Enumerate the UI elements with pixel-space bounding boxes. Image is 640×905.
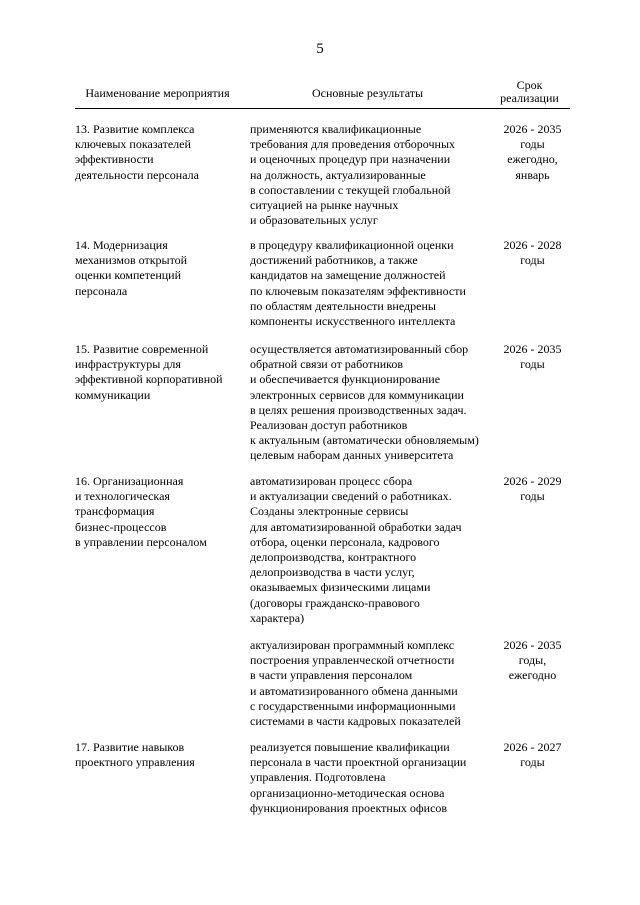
activity-results-line: к актуальным (автоматически обновляемым) (250, 433, 479, 448)
activity-results-line: с государственными информационными (250, 698, 456, 713)
activity-results-line: Реализован доступ работников (250, 418, 408, 433)
activity-results-line: реализуется повышение квалификации (250, 740, 450, 754)
activity-term-line: ежегодно, (507, 152, 558, 167)
activity-name-line: 14. Модернизация (75, 238, 168, 252)
activity-name (75, 740, 240, 770)
page-number: 5 (316, 41, 324, 57)
activity-term (495, 638, 570, 684)
activity-term (495, 238, 570, 268)
activity-results-line: и автоматизированного обмена данными (250, 683, 458, 698)
header-divider (75, 108, 570, 109)
activity-results-line: в целях решения производственных задач. (250, 402, 467, 417)
activity-term-line: 2026 - 2029 (503, 474, 562, 488)
activity-term (495, 342, 570, 372)
activity-term-line: 2026 - 2035 (503, 342, 562, 356)
activity-results-line: оказываемых физическими лицами (250, 580, 431, 595)
activity-results-line: по ключевым показателям эффективности (250, 283, 466, 298)
header-term-line: Срок (516, 78, 543, 92)
activity-results-line: управления. Подготовлена (250, 770, 386, 785)
activity-term-line: годы (520, 489, 545, 504)
activity-results-line: (договоры гражданско-правового (250, 595, 420, 610)
activity-name-line: персонала (75, 283, 128, 298)
activity-results-line: электронных сервисов для коммуникации (250, 387, 464, 402)
activity-results-line: обратной связи от работников (250, 357, 404, 372)
activity-name (75, 342, 240, 403)
activity-name-line: эффективной корпоративной (75, 372, 223, 387)
activity-name-line: 17. Развитие навыков (75, 740, 185, 754)
activity-term-line: годы (520, 137, 545, 152)
activity-name-line: 16. Организационная (75, 474, 184, 488)
activity-results-line: системами в части кадровых показателей (250, 714, 461, 729)
activity-term (495, 740, 570, 770)
activity-term-line: ежегодно (508, 668, 557, 683)
activity-results-line: и образовательных услуг (250, 213, 378, 228)
activity-name (75, 238, 240, 299)
activity-term-line: 2026 - 2027 (503, 740, 562, 754)
activity-results-line: Созданы электронные сервисы (250, 504, 409, 519)
activity-results-line: целевым наборам данных университета (250, 448, 454, 463)
activity-results-line: по областям деятельности внедрены (250, 298, 436, 313)
activity-results-line: функционирования проектных офисов (250, 800, 448, 815)
activity-results-line: ситуацией на рынке научных (250, 198, 399, 213)
activity-name-line: трансформация (75, 504, 155, 519)
activity-results-line: автоматизирован процесс сбора (250, 474, 413, 488)
activity-results (250, 638, 495, 729)
activity-name (75, 122, 240, 183)
activity-name-line: 15. Развитие современной (75, 342, 209, 356)
activity-name-line: проектного управления (75, 755, 195, 770)
activity-results-line: и актуализации сведений о работниках. (250, 489, 452, 504)
activity-results-line: в части управления персоналом (250, 668, 413, 683)
activity-term-line: 2026 - 2035 (503, 638, 562, 652)
activity-results-line: в процедуру квалификационной оценки (250, 238, 454, 252)
activity-name-line: в управлении персоналом (75, 534, 207, 549)
activity-results-line: на должность, актуализированные (250, 167, 426, 182)
activity-results-line: актуализирован программный комплекс (250, 638, 455, 652)
activity-results (250, 342, 495, 464)
activity-term-line: январь (515, 167, 550, 182)
activity-name-line: механизмов открытой (75, 253, 188, 268)
activity-results (250, 122, 495, 228)
activity-term-line: годы (520, 253, 545, 268)
activity-name-line: коммуникации (75, 387, 151, 402)
activity-name-line: ключевых показателей (75, 137, 191, 152)
header-name: Наименование мероприятия (85, 86, 230, 100)
activity-results-line: применяются квалификационные (250, 122, 422, 136)
activity-results (250, 474, 495, 626)
table-header (75, 77, 570, 108)
activity-name-line: 13. Развитие комплекса (75, 122, 195, 136)
activity-results-line: для автоматизированной обработки задач (250, 519, 462, 534)
activity-term-line: 2026 - 2035 (503, 122, 562, 136)
header-term-line: реализации (500, 91, 559, 105)
activity-results-line: делопроизводства, контрактного (250, 550, 417, 565)
activity-results-line: достижений работников, а также (250, 253, 418, 268)
activity-results-line: построения управленческой отчетности (250, 653, 455, 668)
activity-results (250, 740, 495, 816)
activity-name-line: бизнес-процессов (75, 519, 167, 534)
activity-results-line: осуществляется автоматизированный сбор (250, 342, 469, 356)
activity-term-line: годы, (518, 653, 547, 668)
header-term (489, 79, 570, 105)
activity-results-line: компоненты искусственного интеллекта (250, 314, 456, 329)
activity-results-line: организационно-методическая основа (250, 785, 445, 800)
activity-results-line: требования для проведения отборочных (250, 137, 456, 152)
activity-results-line: и обеспечивается функционирование (250, 372, 441, 387)
activity-term-line: годы (520, 755, 545, 770)
activity-results-line: персонала в части проектной организации (250, 755, 467, 770)
activity-term (495, 122, 570, 183)
activity-results-line: делопроизводства в части услуг, (250, 565, 415, 580)
activity-name-line: инфраструктуры для (75, 357, 181, 372)
activity-name-line: и технологическая (75, 489, 170, 504)
activity-term-line: 2026 - 2028 (503, 238, 562, 252)
activity-results-line: и оценочных процедур при назначении (250, 152, 451, 167)
activity-name-line: эффективности (75, 152, 154, 167)
activity-name-line: оценки компетенций (75, 268, 182, 283)
activity-term-line: годы (520, 357, 545, 372)
activity-results-line: характера) (250, 610, 305, 625)
activity-results (250, 238, 495, 329)
activity-results-line: в сопоставлении с текущей глобальной (250, 182, 451, 197)
activity-results-line: кандидатов на замещение должностей (250, 268, 446, 283)
header-results: Основные результаты (311, 86, 424, 100)
activity-term (495, 474, 570, 504)
activity-name-line: деятельности персонала (75, 167, 199, 182)
activity-results-line: отбора, оценки персонала, кадрового (250, 534, 440, 549)
activity-name (75, 474, 240, 550)
